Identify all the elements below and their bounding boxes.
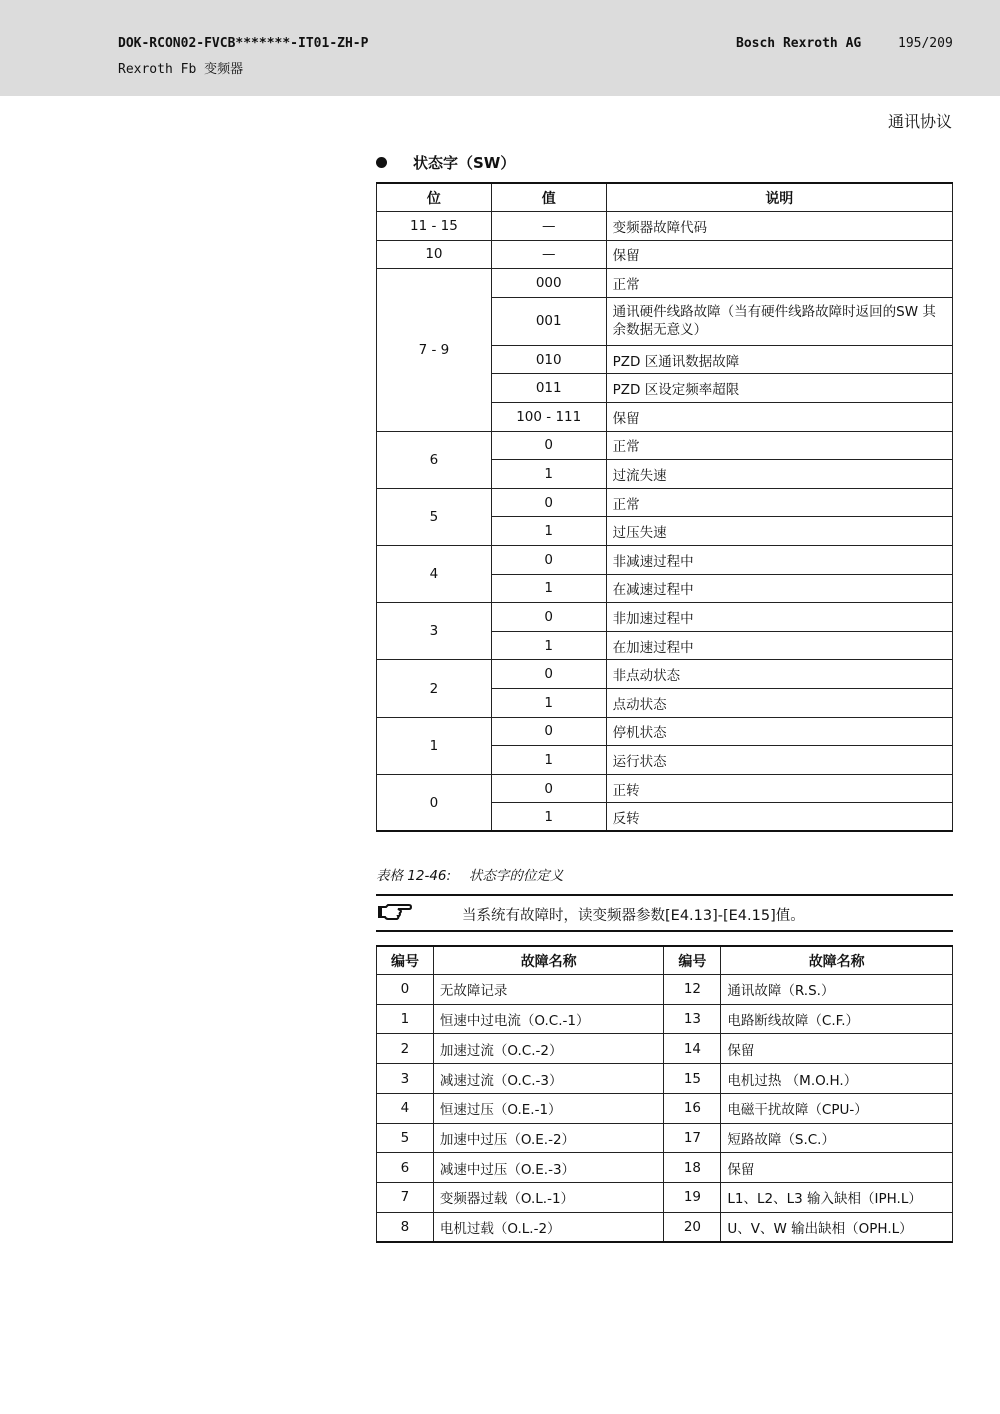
header-value: 值 — [491, 183, 606, 212]
value-cell: — — [491, 240, 606, 269]
description-cell: 正常 — [606, 488, 952, 517]
description-cell: 停机状态 — [606, 717, 952, 746]
table-row — [377, 240, 953, 269]
value-cell: 1 — [491, 746, 606, 775]
fault-code-table — [376, 945, 953, 1243]
table-row — [377, 269, 953, 298]
value-cell: 011 — [491, 374, 606, 403]
value-cell: 0 — [491, 774, 606, 803]
status-table-header — [377, 183, 953, 212]
table-row — [377, 717, 953, 746]
fault-name-cell: 变频器过载（O.L.-1） — [433, 1182, 664, 1212]
description-cell: 保留 — [606, 403, 952, 432]
fault-name-cell: 保留 — [721, 1034, 953, 1064]
bit-cell: 0 — [377, 774, 492, 831]
description-cell: 通讯硬件线路故障（当有硬件线路故障时返回的SW 其余数据无意义） — [606, 297, 952, 345]
bit-cell: 1 — [377, 717, 492, 774]
value-cell: 1 — [491, 517, 606, 546]
table-row — [377, 603, 953, 632]
fault-code-cell: 8 — [377, 1212, 434, 1242]
subtitle — [376, 152, 515, 173]
fault-name-cell: 电磁干扰故障（CPU-） — [721, 1093, 953, 1123]
table-row — [377, 1064, 953, 1094]
fault-name-cell: 电路断线故障（C.F.） — [721, 1004, 953, 1034]
description-cell: 在加速过程中 — [606, 631, 952, 660]
bit-cell: 6 — [377, 431, 492, 488]
fault-code-cell: 5 — [377, 1123, 434, 1153]
document-code: DOK-RCON02-FVCB*******-IT01-ZH-P — [118, 36, 369, 51]
fault-code-cell: 1 — [377, 1004, 434, 1034]
value-cell: 010 — [491, 345, 606, 374]
fault-code-cell: 4 — [377, 1093, 434, 1123]
fault-code-cell: 18 — [664, 1153, 721, 1183]
value-cell: 000 — [491, 269, 606, 298]
fault-name-cell: 保留 — [721, 1153, 953, 1183]
fault-code-cell: 20 — [664, 1212, 721, 1242]
fault-code-cell: 15 — [664, 1064, 721, 1094]
value-cell: 0 — [491, 603, 606, 632]
fault-code-cell: 19 — [664, 1182, 721, 1212]
value-cell: 1 — [491, 689, 606, 718]
fault-code-cell: 17 — [664, 1123, 721, 1153]
description-cell: 变频器故障代码 — [606, 212, 952, 241]
table-row — [377, 1004, 953, 1034]
fault-code-cell: 13 — [664, 1004, 721, 1034]
header-code: 编号 — [664, 946, 721, 975]
header-fault-name: 故障名称 — [433, 946, 664, 975]
fault-code-cell: 6 — [377, 1153, 434, 1183]
value-cell: 001 — [491, 297, 606, 345]
table-row — [377, 1182, 953, 1212]
table-caption: 表格 12-46: 状态字的位定义 — [376, 868, 564, 884]
description-cell: 在减速过程中 — [606, 574, 952, 603]
fault-code-cell: 7 — [377, 1182, 434, 1212]
fault-name-cell: 恒速中过电流（O.C.-1） — [433, 1004, 664, 1034]
table-row — [377, 975, 953, 1005]
description-cell: 非加速过程中 — [606, 603, 952, 632]
table-row — [377, 212, 953, 241]
fault-name-cell: U、V、W 输出缺相（OPH.L） — [721, 1212, 953, 1242]
fault-code-cell: 2 — [377, 1034, 434, 1064]
description-cell: PZD 区通讯数据故障 — [606, 345, 952, 374]
fault-name-cell: 加速过流（O.C.-2） — [433, 1034, 664, 1064]
fault-name-cell: 无故障记录 — [433, 975, 664, 1005]
description-cell: 正转 — [606, 774, 952, 803]
description-cell: 正常 — [606, 269, 952, 298]
table-row — [377, 488, 953, 517]
description-cell: 非点动状态 — [606, 660, 952, 689]
fault-name-cell: 减速过流（O.C.-3） — [433, 1064, 664, 1094]
bullet-icon — [376, 157, 387, 168]
note-text: 当系统有故障时，读变频器参数[E4.13]-[E4.15]值。 — [462, 908, 805, 924]
status-word-table — [376, 182, 953, 832]
fault-name-cell: 短路故障（S.C.） — [721, 1123, 953, 1153]
value-cell: — — [491, 212, 606, 241]
description-cell: 保留 — [606, 240, 952, 269]
value-cell: 0 — [491, 431, 606, 460]
table-row — [377, 1123, 953, 1153]
table-row — [377, 546, 953, 575]
value-cell: 1 — [491, 803, 606, 832]
bit-cell: 7 - 9 — [377, 269, 492, 431]
table-row — [377, 431, 953, 460]
fault-code-cell: 0 — [377, 975, 434, 1005]
fault-code-cell: 16 — [664, 1093, 721, 1123]
page-number: 195/209 — [898, 36, 953, 51]
fault-name-cell: 恒速过压（O.E.-1） — [433, 1093, 664, 1123]
description-cell: 正常 — [606, 431, 952, 460]
fault-code-cell: 14 — [664, 1034, 721, 1064]
section-label: 通讯协议 — [887, 112, 952, 131]
description-cell: 过流失速 — [606, 460, 952, 489]
fault-name-cell: 电机过热 （M.O.H.） — [721, 1064, 953, 1094]
value-cell: 0 — [491, 660, 606, 689]
product-name: Rexroth Fb 变频器 — [118, 62, 244, 77]
value-cell: 100 - 111 — [491, 403, 606, 432]
bit-cell: 10 — [377, 240, 492, 269]
header-code: 编号 — [377, 946, 434, 975]
bit-cell: 4 — [377, 546, 492, 603]
page-header — [0, 0, 1000, 96]
header-description: 说明 — [606, 183, 952, 212]
value-cell: 0 — [491, 546, 606, 575]
bit-cell: 2 — [377, 660, 492, 717]
company-name: Bosch Rexroth AG — [736, 36, 862, 51]
value-cell: 1 — [491, 460, 606, 489]
table-row — [377, 1153, 953, 1183]
table-row — [377, 1212, 953, 1242]
description-cell: PZD 区设定频率超限 — [606, 374, 952, 403]
fault-name-cell: L1、L2、L3 输入缺相（IPH.L） — [721, 1182, 953, 1212]
value-cell: 1 — [491, 574, 606, 603]
description-cell: 过压失速 — [606, 517, 952, 546]
description-cell: 非减速过程中 — [606, 546, 952, 575]
table-row — [377, 660, 953, 689]
fault-code-cell: 3 — [377, 1064, 434, 1094]
note-bar — [376, 894, 953, 932]
fault-name-cell: 加速中过压（O.E.-2） — [433, 1123, 664, 1153]
value-cell: 1 — [491, 631, 606, 660]
description-cell: 运行状态 — [606, 746, 952, 775]
value-cell: 0 — [491, 488, 606, 517]
table-row — [377, 774, 953, 803]
bit-cell: 3 — [377, 603, 492, 660]
fault-code-cell: 12 — [664, 975, 721, 1005]
table-row — [377, 1093, 953, 1123]
subtitle-text: 状态字（SW） — [413, 154, 516, 172]
description-cell: 点动状态 — [606, 689, 952, 718]
bit-cell: 5 — [377, 488, 492, 545]
fault-table-header — [377, 946, 953, 975]
value-cell: 0 — [491, 717, 606, 746]
header-fault-name: 故障名称 — [721, 946, 953, 975]
bit-cell: 11 - 15 — [377, 212, 492, 241]
fault-name-cell: 电机过载（O.L.-2） — [433, 1212, 664, 1242]
fault-name-cell: 通讯故障（R.S.） — [721, 975, 953, 1005]
pointing-hand-icon — [378, 902, 412, 922]
fault-name-cell: 减速中过压（O.E.-3） — [433, 1153, 664, 1183]
description-cell: 反转 — [606, 803, 952, 832]
header-bit: 位 — [377, 183, 492, 212]
table-row — [377, 1034, 953, 1064]
